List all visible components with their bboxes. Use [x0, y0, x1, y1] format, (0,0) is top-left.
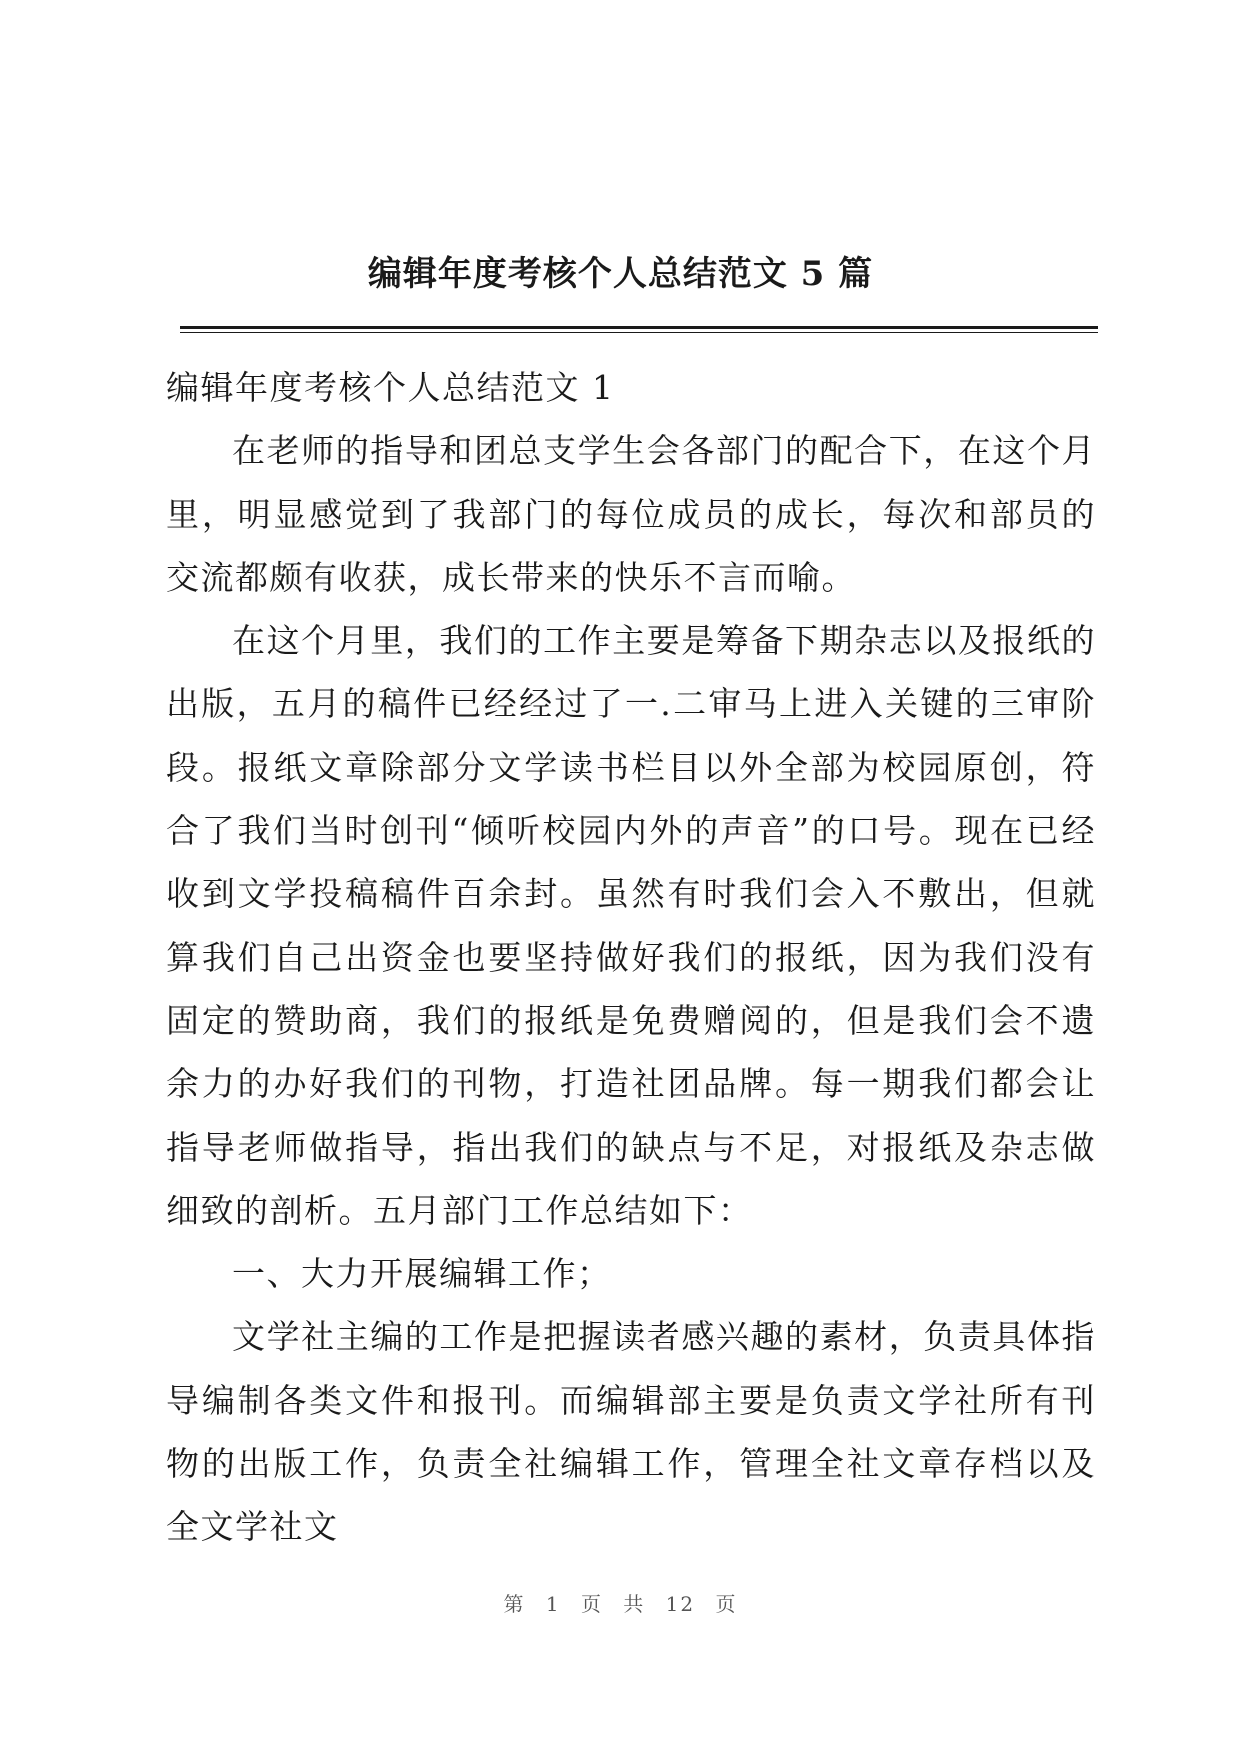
paragraph-intro: 在老师的指导和团总支学生会各部门的配合下，在这个月里，明显感觉到了我部门的每位成员的成长，每次和部员的交流都颇有收获，成长带来的快乐不言而喻。	[166, 431, 1096, 597]
title-rule-thick	[180, 326, 1098, 329]
paragraph-subheading: 一、大力开展编辑工作；	[232, 1254, 612, 1294]
paragraph-work: 在这个月里，我们的工作主要是筹备下期杂志以及报纸的出版，五月的稿件已经经过了一.二审马上进入关键的三审阶段。报纸文章除部分文学读书栏目以外全部为校园原创，符合了我们当时创刊“倾听校园内外的声音”的口号。现在已经收到文学投稿稿件百余封。虽然有时我们会入不敷出，但就算我们自己出资金也要坚持做好我们的报纸，因为我们没有固定的赞助商，我们的报纸是免费赠阅的，但是我们会不遗余力的办好我们的刊物，打造社团品牌。每一期我们都会让指导老师做指导，指出我们的缺点与不足，对报纸及杂志做细致的剖析。五月部门工作总结如下：	[166, 621, 1096, 1230]
paragraph-editing: 文学社主编的工作是把握读者感兴趣的素材，负责具体指导编制各类文件和报刊。而编辑部主要是负责文学社所有刊物的出版工作，负责全社编辑工作，管理全社文章存档以及全文学社文	[166, 1317, 1096, 1547]
title-rule-thin	[180, 332, 1098, 333]
page-number-footer: 第 1 页 共 12 页	[503, 1592, 738, 1616]
document-body	[166, 356, 1096, 1559]
section-heading: 编辑年度考核个人总结范文 1	[166, 368, 615, 407]
document-title: 编辑年度考核个人总结范文 5 篇	[367, 254, 874, 294]
